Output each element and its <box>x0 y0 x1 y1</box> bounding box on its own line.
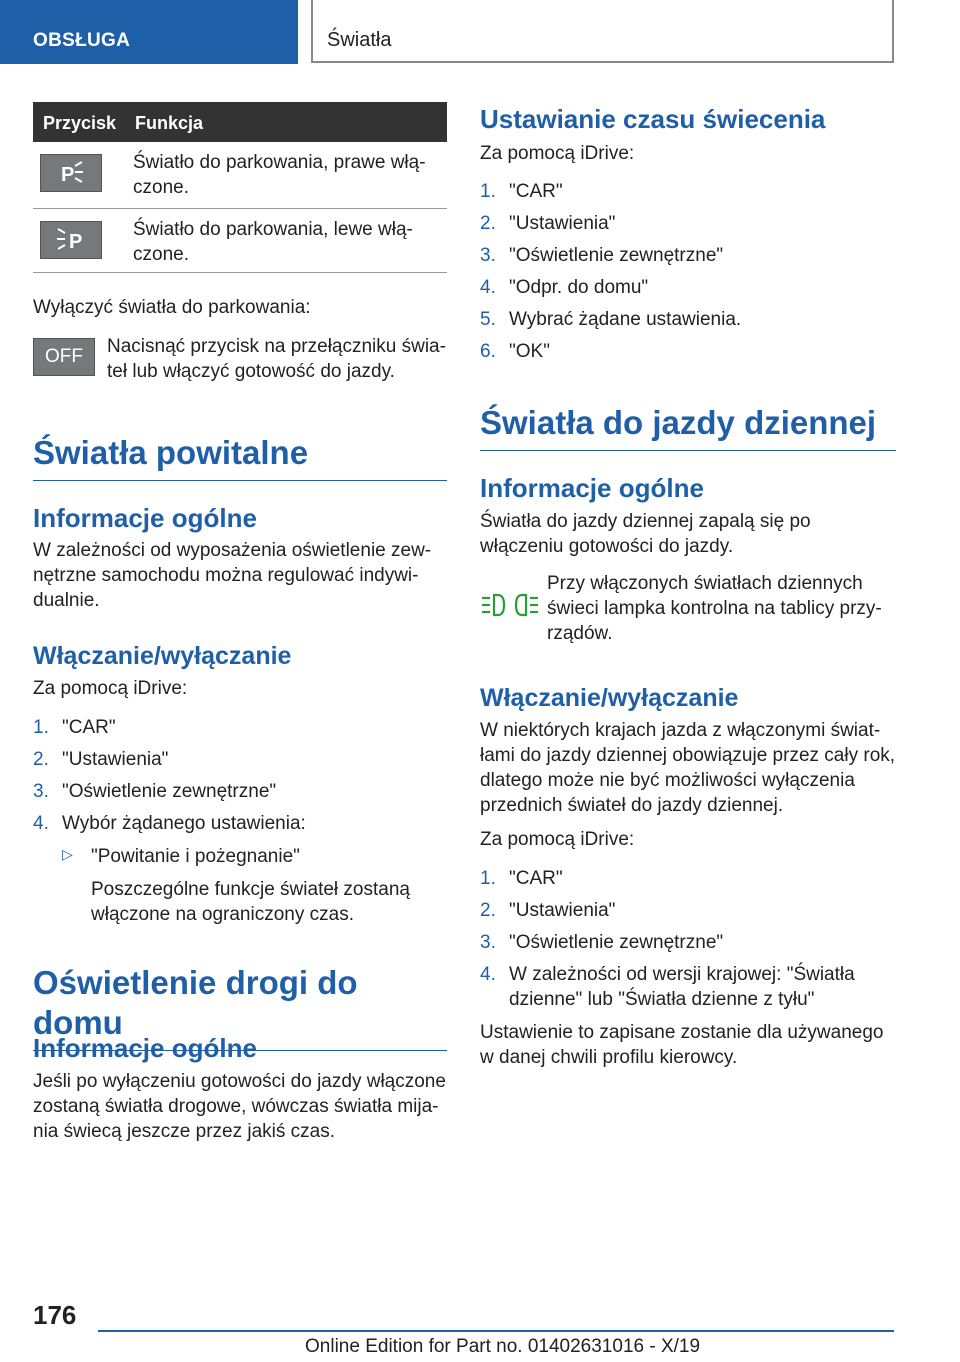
daytime-running-lights-icon <box>480 588 540 624</box>
list-item: 1. "CAR" <box>480 868 563 889</box>
page-number: 176 <box>33 1300 77 1330</box>
off-button-icon <box>33 338 95 376</box>
welcome-steps <box>33 715 447 843</box>
table-header-function: Funkcja <box>135 113 204 133</box>
list-item: 2. "Ustawienia" <box>480 900 616 921</box>
table-header-button: Przycisk <box>43 113 117 133</box>
table-row <box>33 209 447 273</box>
duration-idrive: Za pomocą iDrive: <box>480 143 635 164</box>
svg-text:P: P <box>69 231 83 253</box>
list-item: 3. "Oświetlenie zewnętrzne" <box>480 245 724 266</box>
list-item: 3. "Oświetlenie zewnętrzne" <box>480 932 724 953</box>
footer-edition: Online Edition for Part no. 01402631016 - X/19 <box>305 1336 701 1357</box>
list-item: 1. "CAR" <box>33 717 116 738</box>
header-chapter-tab <box>311 0 894 63</box>
duration-title: Ustawianie czasu świecenia <box>480 104 826 134</box>
welcome-sub-item-label: "Powitanie i pożegnanie" <box>91 846 300 867</box>
off-button-label: OFF <box>45 346 83 367</box>
table-row <box>33 142 447 209</box>
table-header <box>33 102 447 142</box>
drl-closing-text: Ustawienie to zapisane zostanie dla używanego w danej chwili profilu kierowcy. <box>480 1022 884 1068</box>
footer-divider <box>98 1330 894 1332</box>
list-item: 5. Wybrać żądane ustawienia. <box>480 309 742 330</box>
home-general-text: Jeśli po wyłączeniu gotowości do jazdy włączone zostaną światła drogowe, wówczas światła mija-nia świecą jeszcze przez jakiś czas. <box>33 1071 446 1142</box>
section-title-drl: Światła do jazdy dziennej <box>480 403 896 451</box>
header-section-tab <box>0 0 298 64</box>
drl-idrive: Za pomocą iDrive: <box>480 829 635 850</box>
list-item: 4. Wybór żądanego ustawienia: <box>33 813 306 834</box>
list-item: 1. "CAR" <box>480 181 563 202</box>
drl-steps <box>480 866 896 1019</box>
header-chapter-label: Światła <box>327 29 392 51</box>
list-item: 4. "Odpr. do domu" <box>480 277 649 298</box>
drl-general-text: Światła do jazdy dziennej zapalą się po włączeniu gotowości do jazdy. <box>480 511 811 557</box>
triangle-bullet-icon: ▷ <box>62 846 73 862</box>
drl-onoff-text: W niektórych krajach jazda z włączonymi świat-łami do jazdy dziennej obowiązuje przez cały rok, dlatego może nie być możliwości wyłączenia przednich świateł do jazdy dziennej. <box>480 720 896 816</box>
welcome-general-text: W zależności od wyposażenia oświetlenie zew-nętrzne samochodu można regulować indywi-dualnie. <box>33 540 432 611</box>
list-item: 2. "Ustawienia" <box>33 749 169 770</box>
section-title-home: Oświetlenie drogi do domu <box>33 963 447 1051</box>
section-title-welcome: Światła powitalne <box>33 433 447 481</box>
parking-light-left-icon <box>40 221 102 259</box>
duration-steps <box>480 179 896 371</box>
svg-text:P: P <box>61 164 75 186</box>
welcome-sub-item-text: Poszczególne funkcje świateł zostaną włączone na ograniczony czas. <box>91 879 410 925</box>
parking-off-intro: Wyłączyć światła do parkowania: <box>33 297 311 318</box>
list-item: 3. "Oświetlenie zewnętrzne" <box>33 781 277 802</box>
welcome-onoff-title: Włączanie/wyłączanie <box>33 642 292 670</box>
welcome-general-title: Informacje ogólne <box>33 503 257 533</box>
header-section-label: OBSŁUGA <box>33 30 131 51</box>
parking-off-text: Nacisnąć przycisk na przełączniku świa-teł lub włączyć gotowość do jazdy. <box>107 336 446 382</box>
list-item: 4. W zależności od wersji krajowej: "Światła dzienne" lub "Światła dzienne z tyłu" <box>480 964 855 1010</box>
drl-general-title: Informacje ogólne <box>480 473 704 503</box>
list-item: 2. "Ustawienia" <box>480 213 616 234</box>
table-cell-function: Światło do parkowania, prawe włą-czone. <box>133 152 426 198</box>
parking-light-right-icon <box>40 154 102 192</box>
button-function-table <box>33 102 447 273</box>
drl-onoff-title: Włączanie/wyłączanie <box>480 684 739 712</box>
drl-indicator-text: Przy włączonych światłach dziennych świeci lampka kontrolna na tablicy przy-rządów. <box>547 573 882 644</box>
table-cell-function: Światło do parkowania, lewe włą-czone. <box>133 219 413 265</box>
home-general-title: Informacje ogólne <box>33 1033 257 1063</box>
welcome-sub-item <box>62 844 447 927</box>
welcome-idrive: Za pomocą iDrive: <box>33 678 188 699</box>
list-item: 6. "OK" <box>480 341 550 362</box>
